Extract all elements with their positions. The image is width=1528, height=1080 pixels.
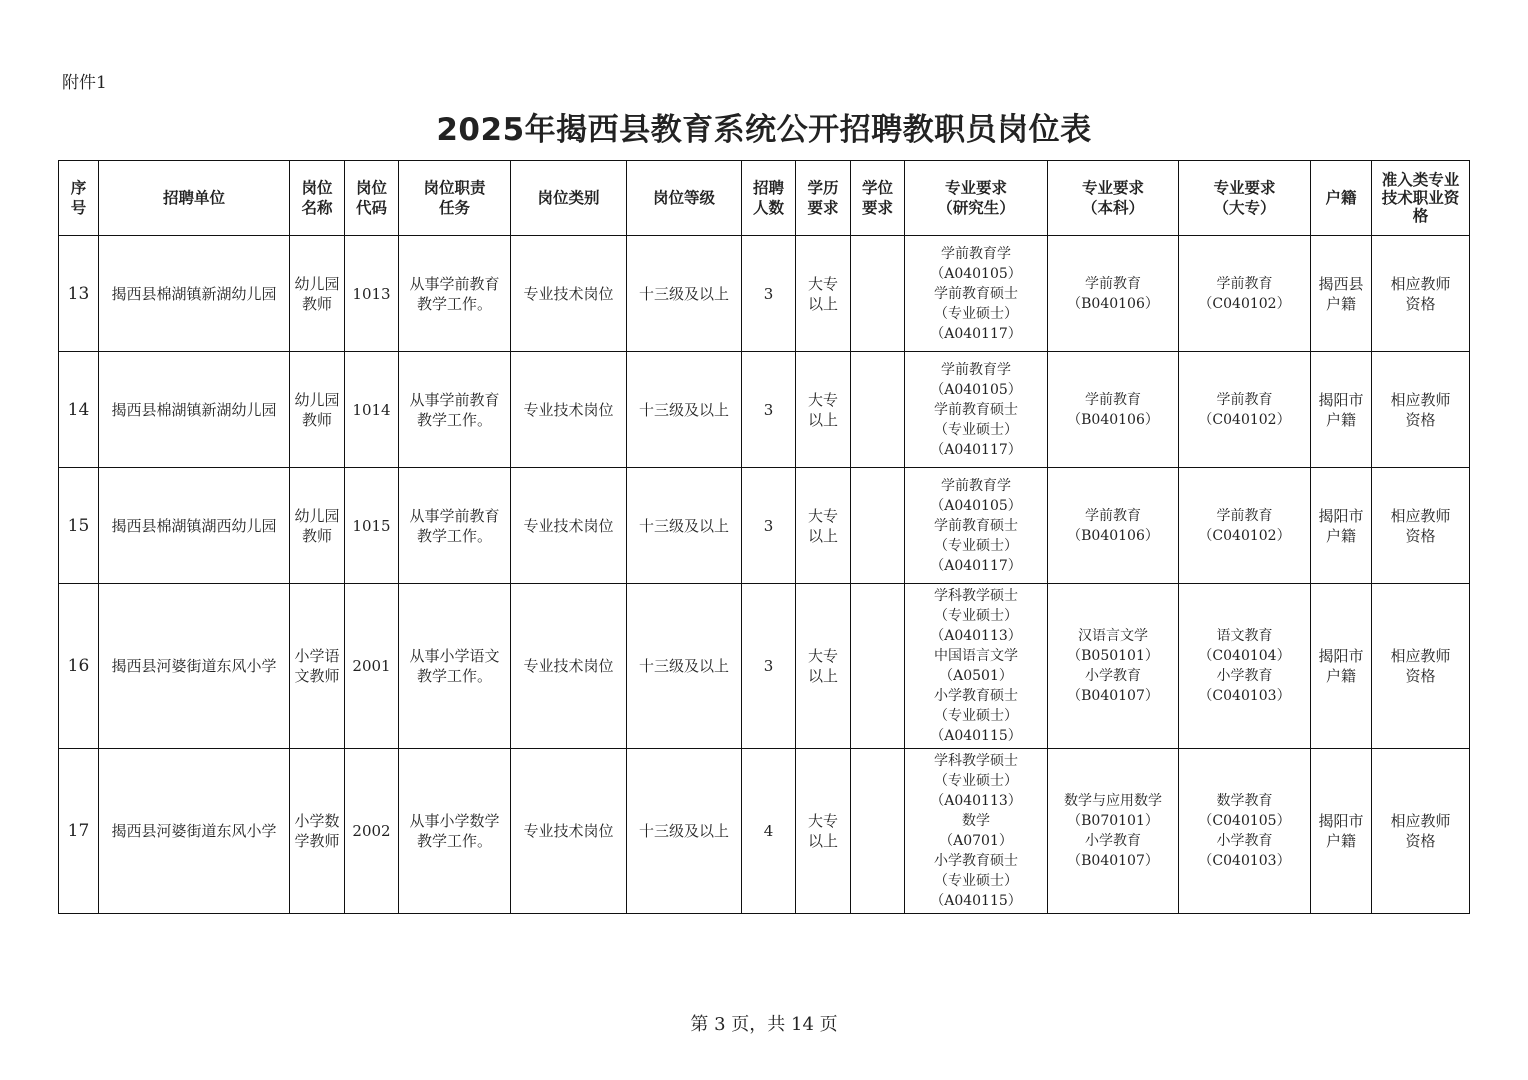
cell-degree bbox=[851, 352, 905, 468]
table-row bbox=[59, 468, 1470, 584]
cell-count: 4 bbox=[742, 749, 796, 914]
header-post-code: 岗位 代码 bbox=[345, 161, 399, 236]
cell-seq: 16 bbox=[59, 584, 99, 749]
cell-level: 十三级及以上 bbox=[627, 468, 742, 584]
header-duty: 岗位职责 任务 bbox=[399, 161, 511, 236]
cell-education: 大专 以上 bbox=[796, 236, 851, 352]
cell-post-code: 1013 bbox=[345, 236, 399, 352]
cell-duty: 从事小学语文 教学工作。 bbox=[399, 584, 511, 749]
cell-major-grad: 学前教育学 （A040105） 学前教育硕士 （专业硕士） （A040117） bbox=[905, 236, 1048, 352]
cell-degree bbox=[851, 468, 905, 584]
cell-category: 专业技术岗位 bbox=[511, 352, 627, 468]
cell-qualification: 相应教师 资格 bbox=[1372, 584, 1470, 749]
cell-major-bachelor: 学前教育 （B040106） bbox=[1048, 468, 1179, 584]
cell-major-college: 学前教育 （C040102） bbox=[1179, 468, 1311, 584]
cell-unit: 揭西县棉湖镇新湖幼儿园 bbox=[99, 352, 290, 468]
cell-major-bachelor: 学前教育 （B040106） bbox=[1048, 236, 1179, 352]
cell-unit: 揭西县棉湖镇新湖幼儿园 bbox=[99, 236, 290, 352]
cell-post-name: 幼儿园 教师 bbox=[290, 468, 345, 584]
header-row bbox=[59, 161, 1470, 236]
cell-level: 十三级及以上 bbox=[627, 236, 742, 352]
cell-post-code: 2001 bbox=[345, 584, 399, 749]
cell-major-bachelor: 汉语言文学 （B050101） 小学教育 （B040107） bbox=[1048, 584, 1179, 749]
cell-duty: 从事学前教育 教学工作。 bbox=[399, 236, 511, 352]
cell-education: 大专 以上 bbox=[796, 352, 851, 468]
header-major-grad: 专业要求 （研究生） bbox=[905, 161, 1048, 236]
annex-label: 附件1 bbox=[62, 73, 107, 93]
header-major-bachelor: 专业要求 （本科） bbox=[1048, 161, 1179, 236]
cell-seq: 14 bbox=[59, 352, 99, 468]
table-row bbox=[59, 584, 1470, 749]
header-seq: 序 号 bbox=[59, 161, 99, 236]
cell-major-college: 数学教育 （C040105） 小学教育 （C040103） bbox=[1179, 749, 1311, 914]
cell-hukou: 揭阳市 户籍 bbox=[1311, 468, 1372, 584]
cell-qualification: 相应教师 资格 bbox=[1372, 352, 1470, 468]
header-qualification: 准入类专业 技术职业资 格 bbox=[1372, 161, 1470, 236]
cell-count: 3 bbox=[742, 468, 796, 584]
cell-post-name: 小学语 文教师 bbox=[290, 584, 345, 749]
cell-category: 专业技术岗位 bbox=[511, 749, 627, 914]
table-row bbox=[59, 749, 1470, 914]
cell-seq: 17 bbox=[59, 749, 99, 914]
cell-post-name: 小学数 学教师 bbox=[290, 749, 345, 914]
cell-education: 大专 以上 bbox=[796, 468, 851, 584]
cell-unit: 揭西县河婆街道东风小学 bbox=[99, 584, 290, 749]
cell-unit: 揭西县河婆街道东风小学 bbox=[99, 749, 290, 914]
job-table bbox=[58, 160, 1470, 914]
cell-major-bachelor: 数学与应用数学 （B070101） 小学教育 （B040107） bbox=[1048, 749, 1179, 914]
header-education: 学历 要求 bbox=[796, 161, 851, 236]
cell-level: 十三级及以上 bbox=[627, 749, 742, 914]
cell-count: 3 bbox=[742, 352, 796, 468]
header-degree: 学位 要求 bbox=[851, 161, 905, 236]
cell-unit: 揭西县棉湖镇湖西幼儿园 bbox=[99, 468, 290, 584]
header-hukou: 户籍 bbox=[1311, 161, 1372, 236]
cell-duty: 从事学前教育 教学工作。 bbox=[399, 352, 511, 468]
cell-category: 专业技术岗位 bbox=[511, 236, 627, 352]
cell-category: 专业技术岗位 bbox=[511, 584, 627, 749]
cell-degree bbox=[851, 236, 905, 352]
cell-qualification: 相应教师 资格 bbox=[1372, 468, 1470, 584]
cell-qualification: 相应教师 资格 bbox=[1372, 236, 1470, 352]
header-level: 岗位等级 bbox=[627, 161, 742, 236]
cell-education: 大专 以上 bbox=[796, 584, 851, 749]
cell-count: 3 bbox=[742, 584, 796, 749]
cell-education: 大专 以上 bbox=[796, 749, 851, 914]
cell-major-grad: 学前教育学 （A040105） 学前教育硕士 （专业硕士） （A040117） bbox=[905, 352, 1048, 468]
cell-major-grad: 学科教学硕士 （专业硕士） （A040113） 数学 （A0701） 小学教育硕士 （专业硕士） （A040115） bbox=[905, 749, 1048, 914]
cell-duty: 从事学前教育 教学工作。 bbox=[399, 468, 511, 584]
cell-level: 十三级及以上 bbox=[627, 584, 742, 749]
table-row bbox=[59, 352, 1470, 468]
cell-count: 3 bbox=[742, 236, 796, 352]
cell-degree bbox=[851, 584, 905, 749]
cell-post-code: 1015 bbox=[345, 468, 399, 584]
header-unit: 招聘单位 bbox=[99, 161, 290, 236]
cell-hukou: 揭阳市 户籍 bbox=[1311, 584, 1372, 749]
cell-hukou: 揭阳市 户籍 bbox=[1311, 352, 1372, 468]
page-title: 2025年揭西县教育系统公开招聘教职员岗位表 bbox=[436, 112, 1092, 148]
cell-seq: 13 bbox=[59, 236, 99, 352]
cell-post-code: 2002 bbox=[345, 749, 399, 914]
cell-major-college: 学前教育 （C040102） bbox=[1179, 352, 1311, 468]
table-row bbox=[59, 236, 1470, 352]
cell-post-name: 幼儿园 教师 bbox=[290, 236, 345, 352]
cell-post-code: 1014 bbox=[345, 352, 399, 468]
cell-seq: 15 bbox=[59, 468, 99, 584]
cell-major-college: 学前教育 （C040102） bbox=[1179, 236, 1311, 352]
header-major-college: 专业要求 （大专） bbox=[1179, 161, 1311, 236]
cell-degree bbox=[851, 749, 905, 914]
header-post-name: 岗位 名称 bbox=[290, 161, 345, 236]
cell-hukou: 揭阳市 户籍 bbox=[1311, 749, 1372, 914]
cell-level: 十三级及以上 bbox=[627, 352, 742, 468]
header-category: 岗位类别 bbox=[511, 161, 627, 236]
cell-major-grad: 学前教育学 （A040105） 学前教育硕士 （专业硕士） （A040117） bbox=[905, 468, 1048, 584]
cell-duty: 从事小学数学 教学工作。 bbox=[399, 749, 511, 914]
cell-post-name: 幼儿园 教师 bbox=[290, 352, 345, 468]
cell-category: 专业技术岗位 bbox=[511, 468, 627, 584]
header-count: 招聘 人数 bbox=[742, 161, 796, 236]
page-footer: 第 3 页，共 14 页 bbox=[690, 1014, 838, 1035]
cell-major-college: 语文教育 （C040104） 小学教育 （C040103） bbox=[1179, 584, 1311, 749]
cell-major-grad: 学科教学硕士 （专业硕士） （A040113） 中国语言文学 （A0501） 小学教育硕士 （专业硕士） （A040115） bbox=[905, 584, 1048, 749]
cell-qualification: 相应教师 资格 bbox=[1372, 749, 1470, 914]
cell-hukou: 揭西县 户籍 bbox=[1311, 236, 1372, 352]
cell-major-bachelor: 学前教育 （B040106） bbox=[1048, 352, 1179, 468]
